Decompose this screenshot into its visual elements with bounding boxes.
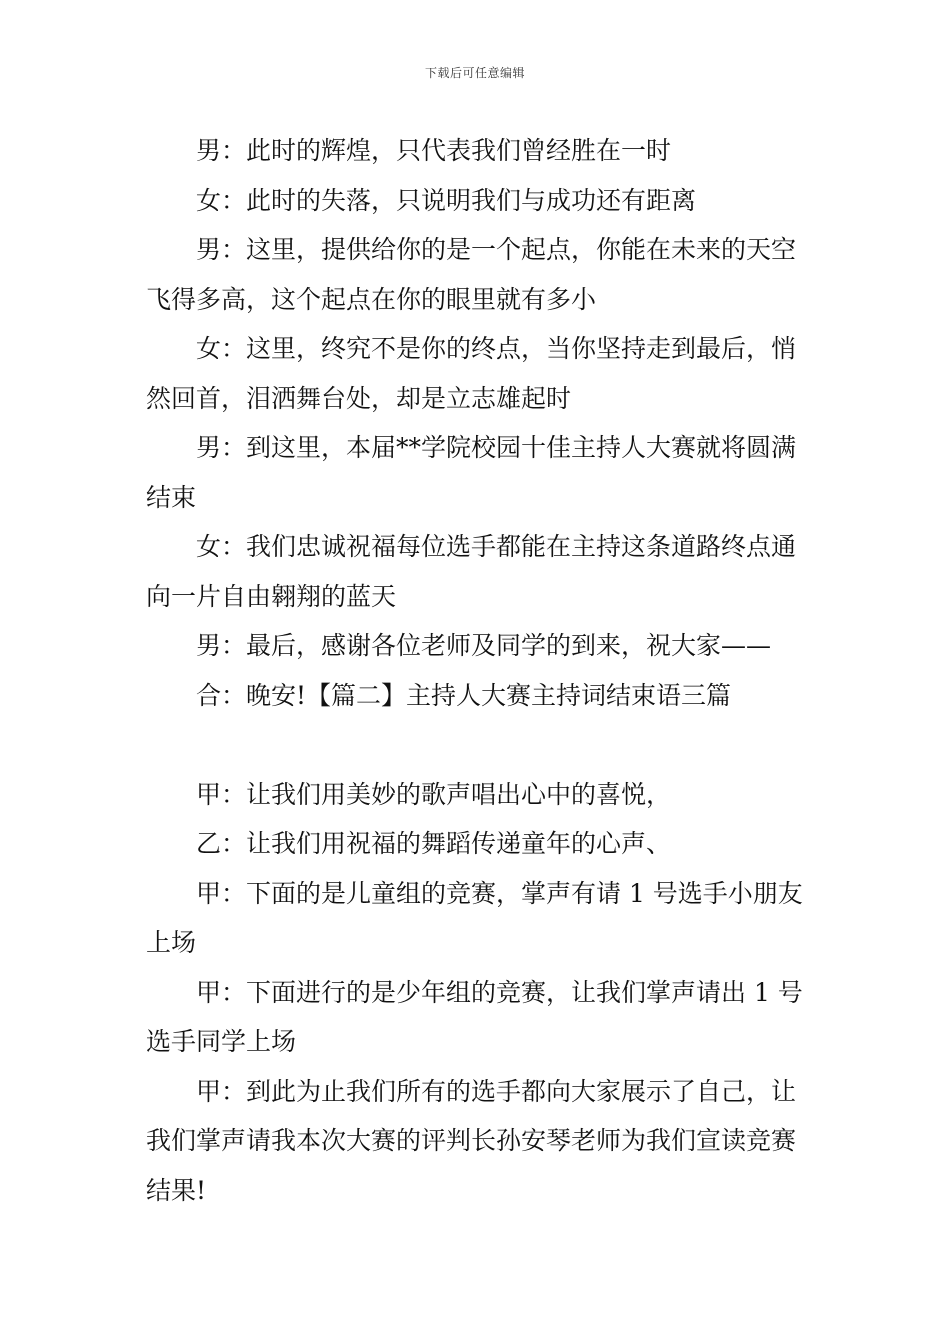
paragraph: 乙：让我们用祝福的舞蹈传递童年的心声、 [196, 829, 672, 858]
paragraph: 女：这里，终究不是你的终点，当你坚持走到最后，悄然回首，泪洒舞台处，却是立志雄起时 [146, 334, 797, 413]
paragraph: 男：最后，感谢各位老师及同学的到来，祝大家—— [196, 631, 772, 660]
paragraph: 女：此时的失落，只说明我们与成功还有距离 [196, 185, 697, 215]
paragraph: 女：我们忠诚祝福每位选手都能在主持这条道路终点通向一片自由翱翔的蓝天 [146, 532, 797, 611]
paragraph: 甲：下面进行的是少年组的竞赛，让我们掌声请出 1 号选手同学上场 [146, 977, 803, 1056]
document-body [146, 126, 812, 1215]
paragraph: 甲：下面的是儿童组的竞赛，掌声有请 1 号选手小朋友上场 [146, 878, 803, 957]
paragraph: 甲：让我们用美妙的歌声唱出心中的喜悦， [196, 779, 672, 809]
paragraph: 男：这里，提供给你的是一个起点，你能在未来的天空飞得多高，这个起点在你的眼里就有多小 [146, 235, 797, 314]
paragraph: 甲：到此为止我们所有的选手都向大家展示了自己，让我们掌声请我本次大赛的评判长孙安琴老师为我们宣读竞赛结果! [146, 1076, 797, 1205]
paragraph: 男：此时的辉煌，只代表我们曾经胜在一时 [196, 136, 672, 165]
paragraph: 男：到这里，本届**学院校园十佳主持人大赛就将圆满结束 [146, 433, 797, 512]
paragraph: 合：晚安!【篇二】主持人大赛主持词结束语三篇 [196, 680, 732, 710]
blank-line [146, 720, 812, 770]
page-header: 下载后可任意编辑 [424, 66, 525, 80]
